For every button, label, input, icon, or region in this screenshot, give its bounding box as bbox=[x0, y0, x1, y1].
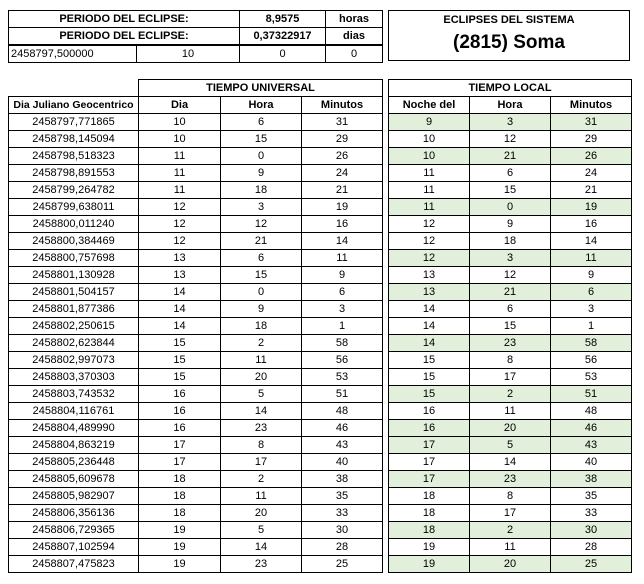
local-hour-cell: 2 bbox=[470, 386, 551, 403]
lt-row bbox=[389, 471, 632, 488]
ut-row bbox=[9, 182, 383, 199]
local-minutes-cell: 40 bbox=[551, 454, 632, 471]
lt-row bbox=[389, 505, 632, 522]
minutes-cell: 43 bbox=[302, 437, 383, 454]
minutes-cell: 38 bbox=[302, 471, 383, 488]
hour-cell: 9 bbox=[221, 301, 302, 318]
local-hour-cell: 11 bbox=[470, 539, 551, 556]
day-cell: 12 bbox=[139, 216, 221, 233]
local-minutes-cell: 9 bbox=[551, 267, 632, 284]
minutes-cell: 9 bbox=[302, 267, 383, 284]
day-cell: 19 bbox=[139, 556, 221, 573]
julian-day-cell: 2458798,145094 bbox=[9, 131, 139, 148]
start-day: 10 bbox=[137, 46, 240, 63]
ut-row bbox=[9, 488, 383, 505]
period-label: PERIODO DEL ECLIPSE: bbox=[9, 28, 240, 45]
local-hour-cell: 14 bbox=[470, 454, 551, 471]
night-cell: 15 bbox=[389, 352, 470, 369]
night-cell: 15 bbox=[389, 386, 470, 403]
period-hours-value: 8,9575 bbox=[240, 11, 326, 28]
minutes-cell: 24 bbox=[302, 165, 383, 182]
col-minutes: Minutos bbox=[302, 97, 383, 114]
local-hour-cell: 9 bbox=[470, 216, 551, 233]
ut-row bbox=[9, 505, 383, 522]
night-cell: 10 bbox=[389, 148, 470, 165]
lt-row bbox=[389, 556, 632, 573]
ut-row bbox=[9, 369, 383, 386]
night-cell: 16 bbox=[389, 420, 470, 437]
local-hour-cell: 12 bbox=[470, 131, 551, 148]
lt-row bbox=[389, 131, 632, 148]
day-cell: 15 bbox=[139, 352, 221, 369]
day-cell: 14 bbox=[139, 318, 221, 335]
period-label: PERIODO DEL ECLIPSE: bbox=[9, 11, 240, 28]
ut-row bbox=[9, 437, 383, 454]
ut-row bbox=[9, 284, 383, 301]
lt-row bbox=[389, 250, 632, 267]
julian-day-cell: 2458806,729365 bbox=[9, 522, 139, 539]
julian-day-cell: 2458800,384469 bbox=[9, 233, 139, 250]
start-jd: 2458797,500000 bbox=[9, 46, 137, 63]
hour-cell: 15 bbox=[221, 131, 302, 148]
local-hour-cell: 12 bbox=[470, 267, 551, 284]
period-days-value: 0,37322917 bbox=[240, 28, 326, 45]
period-hours-row bbox=[9, 11, 383, 28]
julian-day-cell: 2458797,771865 bbox=[9, 114, 139, 131]
lt-group-row bbox=[389, 80, 632, 97]
night-cell: 16 bbox=[389, 403, 470, 420]
day-cell: 18 bbox=[139, 488, 221, 505]
local-minutes-cell: 31 bbox=[551, 114, 632, 131]
hour-cell: 18 bbox=[221, 318, 302, 335]
hour-cell: 2 bbox=[221, 471, 302, 488]
day-cell: 18 bbox=[139, 471, 221, 488]
night-cell: 12 bbox=[389, 216, 470, 233]
system-title-box bbox=[388, 10, 630, 61]
lt-row bbox=[389, 318, 632, 335]
lt-row bbox=[389, 199, 632, 216]
lt-row bbox=[389, 386, 632, 403]
lt-row bbox=[389, 522, 632, 539]
night-cell: 14 bbox=[389, 301, 470, 318]
ut-group-row bbox=[9, 80, 383, 97]
julian-day-cell: 2458799,638011 bbox=[9, 199, 139, 216]
night-cell: 13 bbox=[389, 267, 470, 284]
local-hour-cell: 2 bbox=[470, 522, 551, 539]
julian-day-cell: 2458807,475823 bbox=[9, 556, 139, 573]
minutes-cell: 48 bbox=[302, 403, 383, 420]
julian-day-cell: 2458803,370303 bbox=[9, 369, 139, 386]
day-cell: 12 bbox=[139, 199, 221, 216]
lt-row bbox=[389, 454, 632, 471]
ut-row bbox=[9, 522, 383, 539]
local-minutes-cell: 51 bbox=[551, 386, 632, 403]
ut-row bbox=[9, 403, 383, 420]
hour-cell: 2 bbox=[221, 335, 302, 352]
start-date-row bbox=[9, 46, 383, 63]
day-cell: 16 bbox=[139, 403, 221, 420]
lt-row bbox=[389, 284, 632, 301]
ut-row bbox=[9, 216, 383, 233]
col-day: Dia bbox=[139, 97, 221, 114]
ut-row bbox=[9, 556, 383, 573]
ut-row bbox=[9, 454, 383, 471]
hour-cell: 11 bbox=[221, 488, 302, 505]
lt-row bbox=[389, 437, 632, 454]
minutes-cell: 56 bbox=[302, 352, 383, 369]
hour-cell: 6 bbox=[221, 250, 302, 267]
night-cell: 18 bbox=[389, 505, 470, 522]
local-hour-cell: 11 bbox=[470, 403, 551, 420]
local-hour-cell: 5 bbox=[470, 437, 551, 454]
hour-cell: 5 bbox=[221, 522, 302, 539]
minutes-cell: 16 bbox=[302, 216, 383, 233]
night-cell: 12 bbox=[389, 250, 470, 267]
julian-day-cell: 2458804,116761 bbox=[9, 403, 139, 420]
local-time-table bbox=[388, 79, 632, 573]
day-cell: 19 bbox=[139, 522, 221, 539]
ut-row bbox=[9, 386, 383, 403]
day-cell: 11 bbox=[139, 165, 221, 182]
julian-day-cell: 2458798,518323 bbox=[9, 148, 139, 165]
lt-row bbox=[389, 352, 632, 369]
local-minutes-cell: 33 bbox=[551, 505, 632, 522]
local-minutes-cell: 19 bbox=[551, 199, 632, 216]
local-minutes-cell: 30 bbox=[551, 522, 632, 539]
day-cell: 19 bbox=[139, 539, 221, 556]
julian-day-cell: 2458801,130928 bbox=[9, 267, 139, 284]
hour-cell: 14 bbox=[221, 403, 302, 420]
minutes-cell: 33 bbox=[302, 505, 383, 522]
local-hour-cell: 15 bbox=[470, 318, 551, 335]
night-cell: 18 bbox=[389, 522, 470, 539]
julian-day-cell: 2458804,863219 bbox=[9, 437, 139, 454]
minutes-cell: 51 bbox=[302, 386, 383, 403]
col-local-hour: Hora bbox=[470, 97, 551, 114]
ut-row bbox=[9, 352, 383, 369]
hour-cell: 0 bbox=[221, 148, 302, 165]
asteroid-name: (2815) Soma bbox=[453, 32, 565, 53]
ut-body bbox=[9, 114, 383, 573]
local-hour-cell: 3 bbox=[470, 114, 551, 131]
night-cell: 11 bbox=[389, 199, 470, 216]
local-minutes-cell: 25 bbox=[551, 556, 632, 573]
lt-row bbox=[389, 114, 632, 131]
lt-body bbox=[389, 114, 632, 573]
local-minutes-cell: 53 bbox=[551, 369, 632, 386]
hour-cell: 15 bbox=[221, 267, 302, 284]
minutes-cell: 6 bbox=[302, 284, 383, 301]
local-minutes-cell: 16 bbox=[551, 216, 632, 233]
julian-day-cell: 2458803,743532 bbox=[9, 386, 139, 403]
local-minutes-cell: 26 bbox=[551, 148, 632, 165]
julian-day-cell: 2458801,504157 bbox=[9, 284, 139, 301]
day-cell: 18 bbox=[139, 505, 221, 522]
lt-row bbox=[389, 148, 632, 165]
night-cell: 17 bbox=[389, 437, 470, 454]
hour-cell: 5 bbox=[221, 386, 302, 403]
local-minutes-cell: 21 bbox=[551, 182, 632, 199]
hour-cell: 20 bbox=[221, 369, 302, 386]
hour-cell: 23 bbox=[221, 420, 302, 437]
julian-day-cell: 2458800,757698 bbox=[9, 250, 139, 267]
minutes-cell: 3 bbox=[302, 301, 383, 318]
col-julian-day: Dia Juliano Geocentrico bbox=[9, 97, 139, 114]
minutes-cell: 53 bbox=[302, 369, 383, 386]
start-date-table bbox=[8, 45, 383, 63]
local-minutes-cell: 29 bbox=[551, 131, 632, 148]
night-cell: 19 bbox=[389, 556, 470, 573]
julian-day-cell: 2458806,356136 bbox=[9, 505, 139, 522]
lt-row bbox=[389, 182, 632, 199]
lt-row bbox=[389, 403, 632, 420]
night-cell: 13 bbox=[389, 284, 470, 301]
lt-row bbox=[389, 165, 632, 182]
ut-row bbox=[9, 199, 383, 216]
day-cell: 14 bbox=[139, 284, 221, 301]
ut-row bbox=[9, 318, 383, 335]
local-minutes-cell: 35 bbox=[551, 488, 632, 505]
local-minutes-cell: 58 bbox=[551, 335, 632, 352]
universal-time-table bbox=[8, 79, 383, 573]
night-cell: 14 bbox=[389, 318, 470, 335]
minutes-cell: 14 bbox=[302, 233, 383, 250]
col-hour: Hora bbox=[221, 97, 302, 114]
night-cell: 12 bbox=[389, 233, 470, 250]
julian-day-cell: 2458805,236448 bbox=[9, 454, 139, 471]
day-cell: 15 bbox=[139, 335, 221, 352]
day-cell: 10 bbox=[139, 131, 221, 148]
minutes-cell: 1 bbox=[302, 318, 383, 335]
lt-row bbox=[389, 335, 632, 352]
local-hour-cell: 8 bbox=[470, 488, 551, 505]
night-cell: 11 bbox=[389, 182, 470, 199]
hour-cell: 8 bbox=[221, 437, 302, 454]
julian-day-cell: 2458799,264782 bbox=[9, 182, 139, 199]
col-local-minutes: Minutos bbox=[551, 97, 632, 114]
julian-day-cell: 2458802,250615 bbox=[9, 318, 139, 335]
period-days-row bbox=[9, 28, 383, 45]
local-minutes-cell: 24 bbox=[551, 165, 632, 182]
ut-group-header: TIEMPO UNIVERSAL bbox=[139, 80, 383, 97]
night-cell: 14 bbox=[389, 335, 470, 352]
hour-cell: 17 bbox=[221, 454, 302, 471]
local-hour-cell: 6 bbox=[470, 165, 551, 182]
lt-row bbox=[389, 420, 632, 437]
minutes-cell: 35 bbox=[302, 488, 383, 505]
local-minutes-cell: 6 bbox=[551, 284, 632, 301]
local-hour-cell: 23 bbox=[470, 471, 551, 488]
lt-row bbox=[389, 369, 632, 386]
julian-day-cell: 2458802,997073 bbox=[9, 352, 139, 369]
hour-cell: 0 bbox=[221, 284, 302, 301]
ut-row bbox=[9, 131, 383, 148]
day-cell: 15 bbox=[139, 369, 221, 386]
minutes-cell: 30 bbox=[302, 522, 383, 539]
day-cell: 17 bbox=[139, 454, 221, 471]
minutes-cell: 21 bbox=[302, 182, 383, 199]
minutes-cell: 40 bbox=[302, 454, 383, 471]
day-cell: 11 bbox=[139, 148, 221, 165]
minutes-cell: 46 bbox=[302, 420, 383, 437]
julian-day-cell: 2458800,011240 bbox=[9, 216, 139, 233]
local-minutes-cell: 1 bbox=[551, 318, 632, 335]
hour-cell: 6 bbox=[221, 114, 302, 131]
julian-day-cell: 2458802,623844 bbox=[9, 335, 139, 352]
local-minutes-cell: 38 bbox=[551, 471, 632, 488]
lt-row bbox=[389, 539, 632, 556]
local-hour-cell: 15 bbox=[470, 182, 551, 199]
local-minutes-cell: 28 bbox=[551, 539, 632, 556]
local-minutes-cell: 11 bbox=[551, 250, 632, 267]
local-hour-cell: 23 bbox=[470, 335, 551, 352]
minutes-cell: 25 bbox=[302, 556, 383, 573]
local-hour-cell: 17 bbox=[470, 369, 551, 386]
local-hour-cell: 3 bbox=[470, 250, 551, 267]
day-cell: 11 bbox=[139, 182, 221, 199]
day-cell: 16 bbox=[139, 420, 221, 437]
period-hours-unit: horas bbox=[326, 11, 383, 28]
julian-day-cell: 2458804,489990 bbox=[9, 420, 139, 437]
night-cell: 17 bbox=[389, 454, 470, 471]
hour-cell: 18 bbox=[221, 182, 302, 199]
ut-row bbox=[9, 471, 383, 488]
minutes-cell: 26 bbox=[302, 148, 383, 165]
ut-row bbox=[9, 335, 383, 352]
julian-day-cell: 2458798,891553 bbox=[9, 165, 139, 182]
local-minutes-cell: 3 bbox=[551, 301, 632, 318]
lt-row bbox=[389, 488, 632, 505]
minutes-cell: 58 bbox=[302, 335, 383, 352]
ut-row bbox=[9, 267, 383, 284]
local-hour-cell: 8 bbox=[470, 352, 551, 369]
minutes-cell: 11 bbox=[302, 250, 383, 267]
lt-row bbox=[389, 233, 632, 250]
ut-header-row bbox=[9, 97, 383, 114]
night-cell: 9 bbox=[389, 114, 470, 131]
day-cell: 14 bbox=[139, 301, 221, 318]
day-cell: 17 bbox=[139, 437, 221, 454]
night-cell: 18 bbox=[389, 488, 470, 505]
hour-cell: 14 bbox=[221, 539, 302, 556]
period-days-unit: dias bbox=[326, 28, 383, 45]
eclipse-period-table bbox=[8, 10, 383, 45]
hour-cell: 9 bbox=[221, 165, 302, 182]
julian-day-cell: 2458807,102594 bbox=[9, 539, 139, 556]
local-minutes-cell: 43 bbox=[551, 437, 632, 454]
day-cell: 16 bbox=[139, 386, 221, 403]
night-cell: 19 bbox=[389, 539, 470, 556]
hour-cell: 11 bbox=[221, 352, 302, 369]
ut-row bbox=[9, 148, 383, 165]
local-hour-cell: 0 bbox=[470, 199, 551, 216]
local-hour-cell: 21 bbox=[470, 148, 551, 165]
minutes-cell: 28 bbox=[302, 539, 383, 556]
minutes-cell: 31 bbox=[302, 114, 383, 131]
night-cell: 11 bbox=[389, 165, 470, 182]
night-cell: 15 bbox=[389, 369, 470, 386]
lt-row bbox=[389, 267, 632, 284]
night-cell: 10 bbox=[389, 131, 470, 148]
lt-row bbox=[389, 301, 632, 318]
local-hour-cell: 6 bbox=[470, 301, 551, 318]
julian-day-cell: 2458805,982907 bbox=[9, 488, 139, 505]
hour-cell: 12 bbox=[221, 216, 302, 233]
hour-cell: 23 bbox=[221, 556, 302, 573]
local-hour-cell: 17 bbox=[470, 505, 551, 522]
local-minutes-cell: 14 bbox=[551, 233, 632, 250]
lt-header-row bbox=[389, 97, 632, 114]
local-minutes-cell: 46 bbox=[551, 420, 632, 437]
local-hour-cell: 20 bbox=[470, 556, 551, 573]
day-cell: 10 bbox=[139, 114, 221, 131]
hour-cell: 21 bbox=[221, 233, 302, 250]
minutes-cell: 29 bbox=[302, 131, 383, 148]
julian-day-cell: 2458805,609678 bbox=[9, 471, 139, 488]
ut-row bbox=[9, 114, 383, 131]
system-subtitle: ECLIPSES DEL SISTEMA bbox=[443, 14, 575, 26]
local-hour-cell: 21 bbox=[470, 284, 551, 301]
local-minutes-cell: 48 bbox=[551, 403, 632, 420]
minutes-cell: 19 bbox=[302, 199, 383, 216]
lt-row bbox=[389, 216, 632, 233]
ut-row bbox=[9, 539, 383, 556]
hour-cell: 20 bbox=[221, 505, 302, 522]
ut-row bbox=[9, 420, 383, 437]
start-hour: 0 bbox=[240, 46, 326, 63]
ut-row bbox=[9, 301, 383, 318]
ut-row bbox=[9, 233, 383, 250]
day-cell: 13 bbox=[139, 267, 221, 284]
lt-group-header: TIEMPO LOCAL bbox=[389, 80, 632, 97]
day-cell: 12 bbox=[139, 233, 221, 250]
col-night: Noche del bbox=[389, 97, 470, 114]
local-hour-cell: 18 bbox=[470, 233, 551, 250]
local-minutes-cell: 56 bbox=[551, 352, 632, 369]
night-cell: 17 bbox=[389, 471, 470, 488]
day-cell: 13 bbox=[139, 250, 221, 267]
julian-day-cell: 2458801,877386 bbox=[9, 301, 139, 318]
start-minute: 0 bbox=[326, 46, 383, 63]
hour-cell: 3 bbox=[221, 199, 302, 216]
ut-row bbox=[9, 165, 383, 182]
ut-row bbox=[9, 250, 383, 267]
local-hour-cell: 20 bbox=[470, 420, 551, 437]
